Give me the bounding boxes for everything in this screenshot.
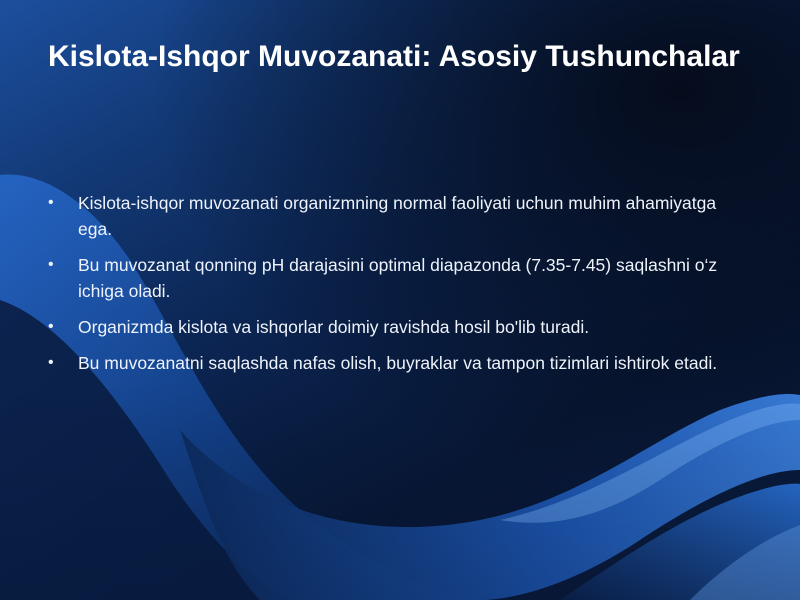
- bullet-item: [48, 190, 728, 242]
- bullet-list: [48, 190, 728, 386]
- bullet-text: Bu muvozanatni saqlashda nafas olish, buyraklar va tampon tizimlari ishtirok etadi.: [78, 353, 718, 373]
- slide-title: Kislota-Ishqor Muvozanati: Asosiy Tushunchalar: [48, 40, 740, 73]
- bullet-text: Kislota-ishqor muvozanati organizmning normal faoliyati uchun muhim ahamiyatga ega.: [78, 193, 717, 239]
- bullet-item: [48, 350, 728, 376]
- bullet-text: Organizmda kislota va ishqorlar doimiy ravishda hosil bo'lib turadi.: [78, 317, 590, 337]
- bullet-item: [48, 252, 728, 304]
- bullet-text: Bu muvozanat qonning pH darajasini optimal diapazonda (7.35-7.45) saqlashni o‘z ichiga oladi.: [78, 255, 718, 301]
- bullet-marker: •: [48, 318, 54, 335]
- bullet-marker: •: [48, 194, 54, 211]
- bullet-marker: •: [48, 256, 54, 273]
- bullet-item: [48, 314, 728, 340]
- bullet-marker: •: [48, 354, 54, 371]
